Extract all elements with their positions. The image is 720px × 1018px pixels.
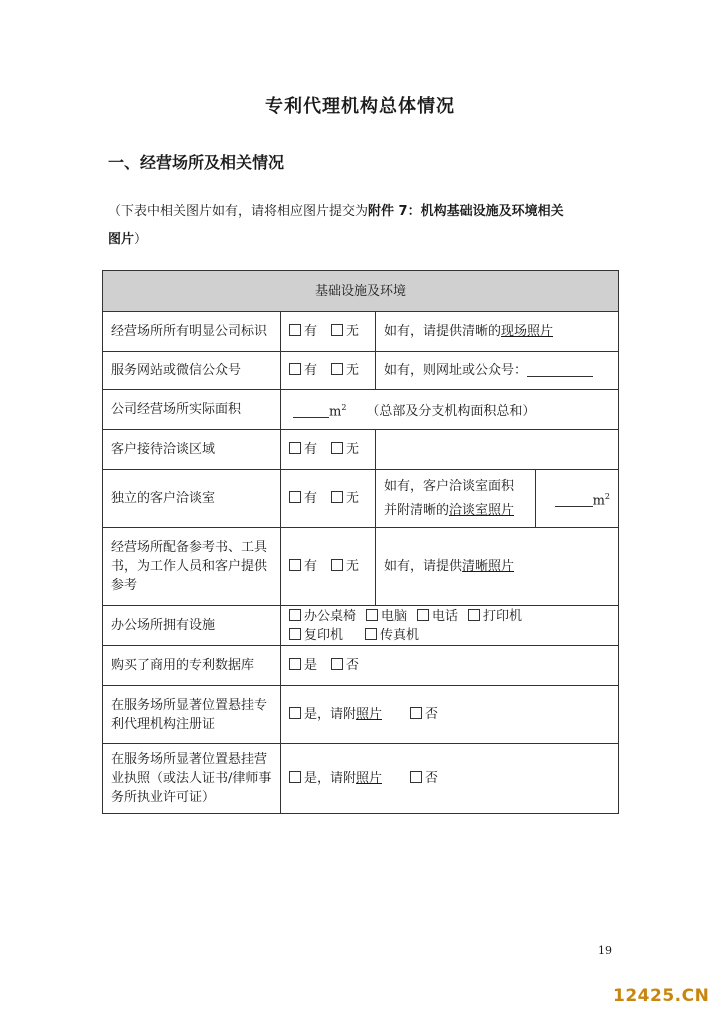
row-label: 客户接待洽谈区域 <box>103 430 281 470</box>
row-label: 在服务场所显著位置悬挂营业执照（或法人证书/律师事务所执业许可证） <box>103 744 281 814</box>
table-row <box>103 646 619 686</box>
table-row <box>103 430 619 470</box>
option-label: 无 <box>346 363 360 378</box>
option-label: 电话 <box>432 608 459 624</box>
table-header-row <box>103 271 619 312</box>
area-blank[interactable] <box>293 405 329 418</box>
row-label: 经营场所所有明显公司标识 <box>103 312 281 352</box>
table-row <box>103 352 619 390</box>
document-title: 专利代理机构总体情况 <box>265 96 455 117</box>
checkbox[interactable] <box>289 771 301 783</box>
section-heading: 一、经营场所及相关情况 <box>108 153 285 172</box>
yes-no-options: 是，请附照片 否 <box>281 686 619 744</box>
option-label: 传真机 <box>380 627 420 643</box>
website-blank[interactable] <box>527 364 593 377</box>
option-label: 无 <box>346 559 360 574</box>
page-number: 19 <box>598 944 612 957</box>
checkbox[interactable] <box>366 609 378 621</box>
note-prefix: （下表中相关图片如有，请将相应图片提交为 <box>108 204 369 219</box>
checkbox[interactable] <box>417 609 429 621</box>
checkbox[interactable] <box>410 707 422 719</box>
watermark-logo: 12425.CN <box>613 986 710 1006</box>
option-label: 有 <box>304 324 318 339</box>
option-label: 否 <box>346 658 360 673</box>
note-bold: 附件 7：机构基础设施及环境相关 <box>368 204 564 219</box>
row-label: 服务网站或微信公众号 <box>103 352 281 390</box>
checkbox[interactable] <box>468 609 480 621</box>
yes-no-options <box>281 646 619 686</box>
checkbox[interactable] <box>289 628 301 640</box>
checkbox[interactable] <box>289 609 301 621</box>
checkbox[interactable] <box>289 559 301 571</box>
facilities-options <box>281 606 619 646</box>
option-label: 否 <box>425 771 439 786</box>
checkbox[interactable] <box>331 324 343 336</box>
facilities-table <box>102 270 619 814</box>
row-note: 如有，则网址或公众号： <box>376 352 619 390</box>
yes-no-options <box>281 430 376 470</box>
row-note: 如有，请提供清晰照片 <box>376 528 619 606</box>
empty-cell <box>376 430 619 470</box>
row-label: 公司经营场所实际面积 <box>103 390 281 430</box>
photo-link: 照片 <box>356 771 383 786</box>
table-row <box>103 744 619 814</box>
yes-no-options <box>281 352 376 390</box>
table-row <box>103 470 619 528</box>
note-bold-continued: 图片 <box>108 232 135 247</box>
checkbox[interactable] <box>289 324 301 336</box>
photo-link: 现场照片 <box>501 324 554 339</box>
option-label: 无 <box>346 442 360 457</box>
option-label: 否 <box>425 707 439 722</box>
option-label: 电脑 <box>381 608 408 624</box>
checkbox[interactable] <box>331 442 343 454</box>
note-suffix: ） <box>134 232 148 247</box>
option-label: 无 <box>346 491 360 506</box>
checkbox[interactable] <box>289 363 301 375</box>
checkbox[interactable] <box>289 707 301 719</box>
yes-no-options: 是，请附照片 否 <box>281 744 619 814</box>
row-note: 如有，请提供清晰的现场照片 <box>376 312 619 352</box>
option-label: 有 <box>304 442 318 457</box>
option-label: 复印机 <box>304 627 344 643</box>
table-row <box>103 528 619 606</box>
row-label: 独立的客户洽谈室 <box>103 470 281 528</box>
yes-no-options <box>281 312 376 352</box>
table-header: 基础设施及环境 <box>103 271 619 312</box>
option-label: 办公桌椅 <box>304 608 357 624</box>
photo-link: 清晰照片 <box>462 559 515 574</box>
room-area-cell: $m^2$ <box>536 470 619 528</box>
option-label: 是 <box>304 658 318 673</box>
option-label: 有 <box>304 559 318 574</box>
checkbox[interactable] <box>289 658 301 670</box>
photo-link: 照片 <box>356 707 383 722</box>
checkbox[interactable] <box>331 491 343 503</box>
option-label: 无 <box>346 324 360 339</box>
checkbox[interactable] <box>410 771 422 783</box>
checkbox[interactable] <box>365 628 377 640</box>
photo-link: 洽谈室照片 <box>449 502 515 518</box>
checkbox[interactable] <box>289 442 301 454</box>
option-label: 有 <box>304 491 318 506</box>
table-row <box>103 390 619 430</box>
option-label: 打印机 <box>483 608 523 624</box>
yes-no-options <box>281 470 376 528</box>
row-label: 购买了商用的专利数据库 <box>103 646 281 686</box>
checkbox[interactable] <box>331 658 343 670</box>
table-row <box>103 606 619 646</box>
room-area-blank[interactable] <box>555 494 593 507</box>
area-cell: $m^2$ （总部及分支机构面积总和） <box>281 390 619 430</box>
row-note: 如有，客户洽谈室面积 并附清晰的洽谈室照片 <box>376 470 536 528</box>
row-label: 办公场所拥有设施 <box>103 606 281 646</box>
row-label: 在服务场所显著位置悬挂专利代理机构注册证 <box>103 686 281 744</box>
yes-no-options <box>281 528 376 606</box>
instruction-note <box>108 198 620 254</box>
row-label: 经营场所配备参考书、工具书，为工作人员和客户提供参考 <box>103 528 281 606</box>
checkbox[interactable] <box>331 363 343 375</box>
checkbox[interactable] <box>331 559 343 571</box>
checkbox[interactable] <box>289 491 301 503</box>
option-label: 有 <box>304 363 318 378</box>
table-row <box>103 686 619 744</box>
table-row <box>103 312 619 352</box>
